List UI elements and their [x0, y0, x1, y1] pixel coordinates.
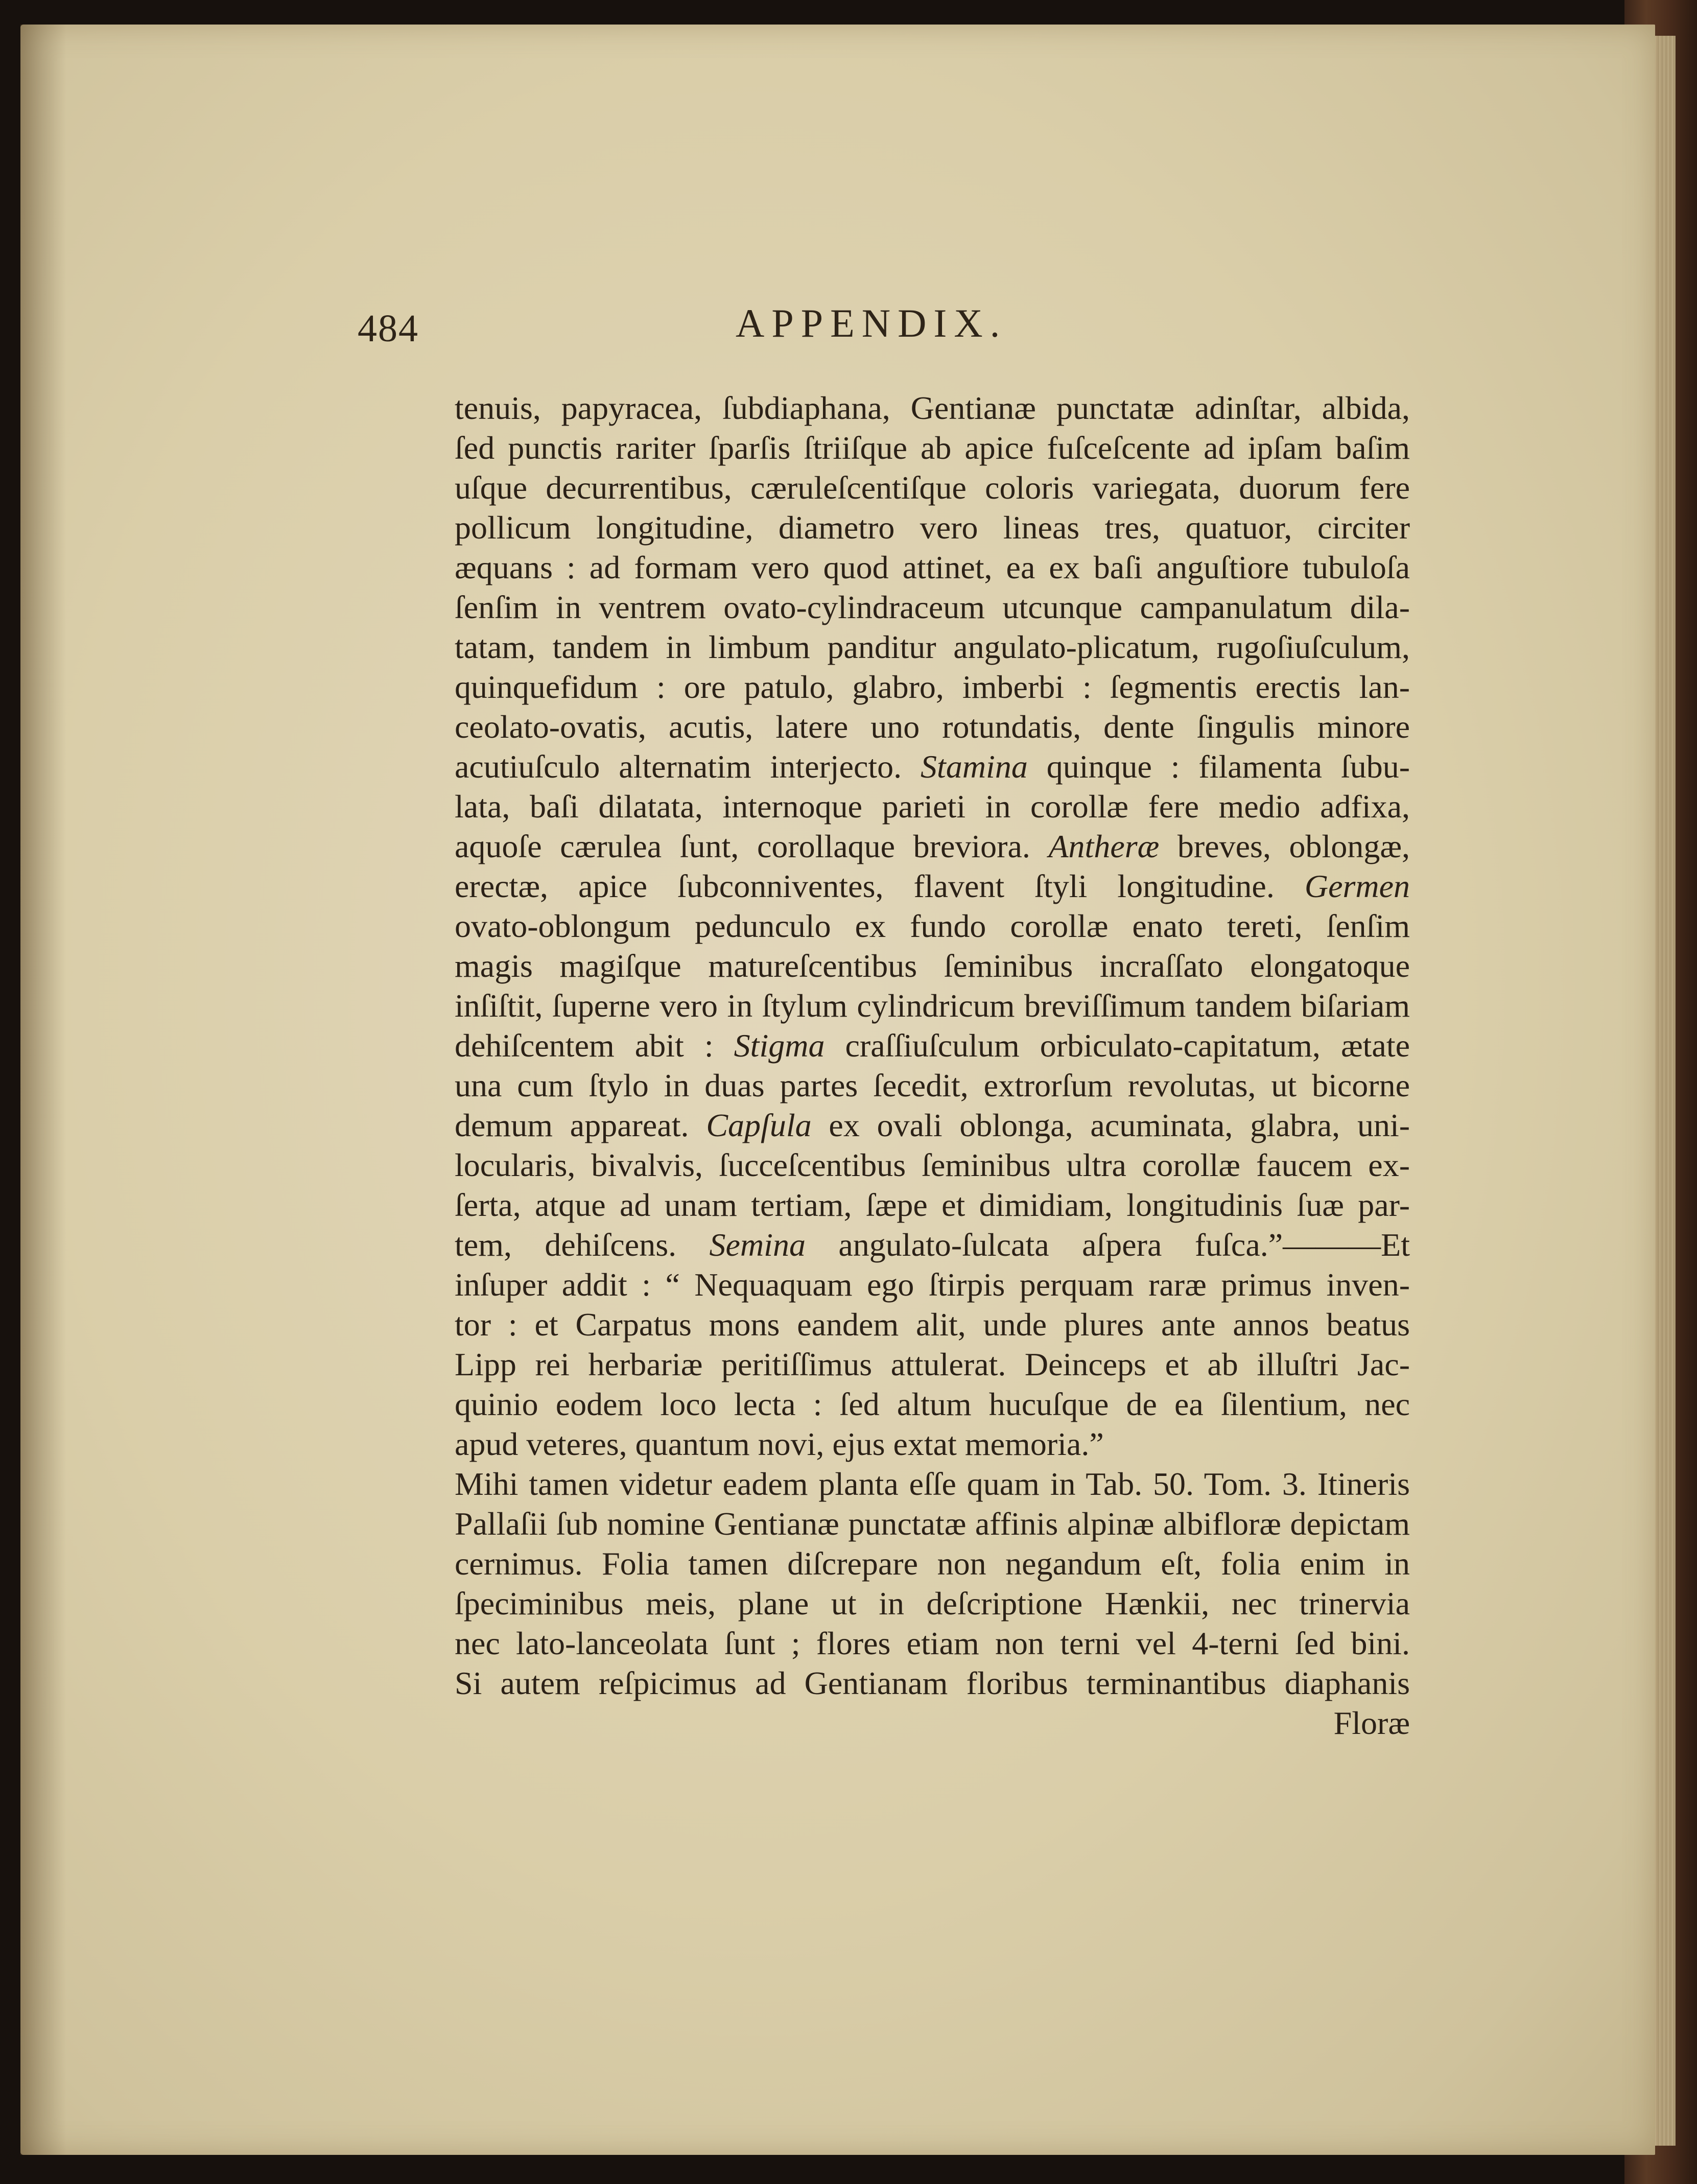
italic-term: Germen [1304, 868, 1410, 904]
text-line: magis magiſque matureſcentibus ſeminibus incraſſato elongatoque [455, 948, 1410, 984]
text-line: ſenſim in ventrem ovato-cylindraceum utcunque campanulatum dila- [455, 589, 1410, 625]
text-line: Pallaſii ſub nomine Gentianæ punctatæ affinis alpinæ albifloræ depictam [455, 1506, 1410, 1542]
text-line: dehiſcentem abit : Stigma craſſiuſculum orbiculato-capitatum, ætate [455, 1027, 1410, 1064]
italic-term: Stamina [921, 748, 1028, 785]
text-line: inſuper addit : “ Nequaquam ego ſtirpis perquam raræ primus inven- [455, 1266, 1410, 1303]
text-line: demum appareat. Capſula ex ovali oblonga, acuminata, glabra, uni- [455, 1107, 1410, 1143]
text-line: ſed punctis rariter ſparſis ſtriiſque ab apice fuſceſcente ad ipſam baſim [455, 430, 1410, 466]
text-line: tenuis, papyracea, ſubdiaphana, Gentianæ punctatæ adinſtar, albida, [455, 390, 1410, 426]
text-line: erectæ, apice ſubconniventes, flavent ſtyli longitudine. Germen [455, 868, 1410, 904]
text-line: ovato-oblongum pedunculo ex fundo corollæ enato tereti, ſenſim [455, 908, 1410, 944]
text-line: ſpeciminibus meis, plane ut in deſcriptione Hænkii, nec trinervia [455, 1585, 1410, 1622]
text-line: quinio eodem loco lecta : ſed altum hucuſque de ea ſilentium, nec [455, 1386, 1410, 1422]
text-line: æquans : ad formam vero quod attinet, ea ex baſi anguſtiore tubuloſa [455, 549, 1410, 585]
text-line: tem, dehiſcens. Semina angulato-ſulcata aſpera fuſca.”———Et [455, 1227, 1410, 1263]
text-line: ceolato-ovatis, acutis, latere uno rotundatis, dente ſingulis minore [455, 709, 1410, 745]
spine-shadow [20, 25, 66, 2155]
text-line: Si autem reſpicimus ad Gentianam floribus terminantibus diaphanis [455, 1665, 1410, 1701]
running-head: APPENDIX. [736, 301, 1007, 345]
text-line: Mihi tamen videtur eadem planta eſſe quam in Tab. 50. Tom. 3. Itineris [455, 1466, 1410, 1502]
text-line: locularis, bivalvis, ſucceſcentibus ſeminibus ultra corollæ faucem ex- [455, 1147, 1410, 1183]
text-line: ſerta, atque ad unam tertiam, ſæpe et dimidiam, longitudinis ſuæ par- [455, 1187, 1410, 1223]
text-line: pollicum longitudine, diametro vero lineas tres, quatuor, circiter [455, 509, 1410, 546]
italic-term: Capſula [706, 1107, 812, 1143]
text-line: aquoſe cærulea ſunt, corollaque breviora. Antheræ breves, oblongæ, [455, 828, 1410, 864]
page-number: 484 [358, 307, 419, 350]
text-line: tatam, tandem in limbum panditur angulato-plicatum, rugoſiuſculum, [455, 629, 1410, 665]
text-line: nec lato-lanceolata ſunt ; flores etiam non terni vel 4-terni ſed bini. [455, 1625, 1410, 1661]
text-line: apud veteres, quantum novi, ejus extat memoria.” [455, 1426, 1104, 1462]
italic-term: Antheræ [1048, 828, 1160, 864]
catchword: Floræ [1333, 1705, 1410, 1741]
text-line: tor : et Carpatus mons eandem alit, unde plures ante annos beatus [455, 1306, 1410, 1343]
text-line: lata, baſi dilatata, internoque parieti in corollæ fere medio adfixa, [455, 788, 1410, 825]
text-line: cernimus. Folia tamen diſcrepare non negandum eſt, folia enim in [455, 1545, 1410, 1582]
text-line: una cum ſtylo in duas partes ſecedit, extrorſum revolutas, ut bicorne [455, 1067, 1410, 1103]
text-line: uſque decurrentibus, cæruleſcentiſque coloris variegata, duorum fere [455, 469, 1410, 506]
italic-term: Semina [709, 1227, 806, 1263]
italic-term: Stigma [734, 1027, 825, 1064]
text-line: quinquefidum : ore patulo, glabro, imberbi : ſegmentis erectis lan- [455, 669, 1410, 705]
text-line: acutiuſculo alternatim interjecto. Stamina quinque : filamenta ſubu- [455, 748, 1410, 785]
text-line: inſiſtit, ſuperne vero in ſtylum cylindricum breviſſimum tandem biſariam [455, 988, 1410, 1024]
text-line: Lipp rei herbariæ peritiſſimus attulerat. Deinceps et ab illuſtri Jac- [455, 1346, 1410, 1382]
